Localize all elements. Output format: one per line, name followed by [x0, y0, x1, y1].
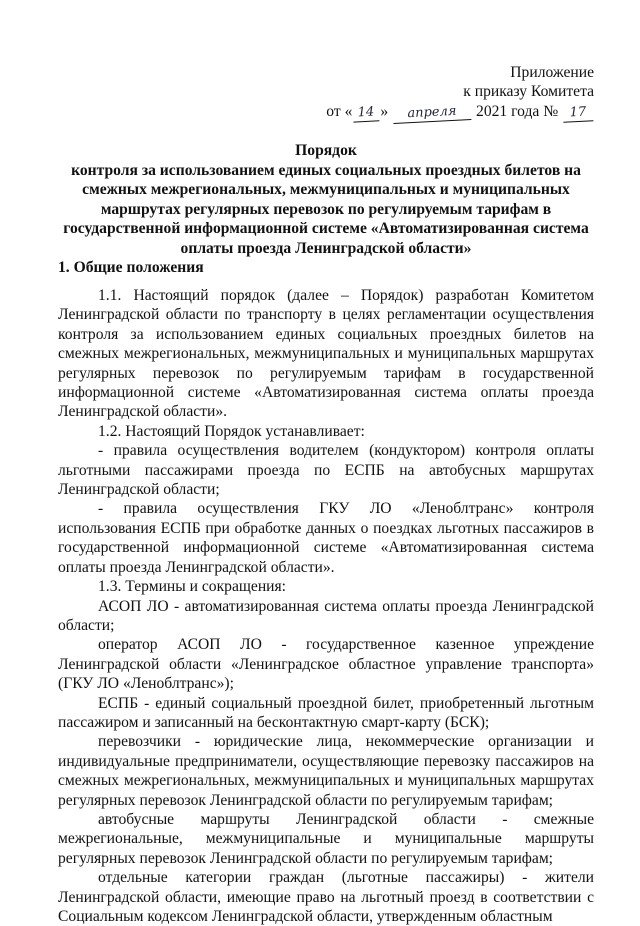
order-number-handwritten: 17 [563, 104, 594, 123]
term-operator: оператор АСОП ЛО - государственное казенное упреждение Ленинградской области «Ленинградское областное управление транспорта» (ГКУ ЛО «Леноблтранс»); [58, 636, 594, 693]
appendix-label: Приложение [510, 64, 594, 81]
appendix-date-line [294, 102, 594, 122]
date-day-handwritten: 14 [353, 104, 380, 122]
paragraph-1-3: 1.3. Термины и сокращения: [98, 578, 287, 596]
document-subtitle: контроля за использованием единых социальных проездных билетов на смежных межрегиональных, межмуниципальных и муниципальных маршрутах регулярных перевозок по регулируемым тарифам в государственной информационной системе «Автоматизированная система оплаты проезда Ленинградской области» [63, 161, 589, 257]
document-body [58, 286, 594, 926]
date-month-handwritten: апреля [393, 103, 472, 124]
list-item-lenobltrans-control: - правила осуществления ГКУ ЛО «Леноблтранс» контроля использования ЕСПБ при обработке данных о поездках льготных пассажиров в государственной информационной системе «Автоматизированная система оплаты проезда Ленинградской области». [58, 500, 594, 576]
appendix-block [294, 63, 594, 122]
term-espb: ЕСПБ - единый социальный проездной билет, приобретенный льготным пассажиром и записанный на бесконтактную смарт-карту (БСК); [58, 694, 594, 731]
section-title: 1. Общие положения [58, 259, 204, 276]
document-heading [56, 141, 596, 259]
term-carriers: перевозчики - юридические лица, некоммерческие организации и индивидуальные предприниматели, осуществляющие перевозку пассажиров на смежных межрегиональных, межмуниципальных и муниципальных маршрутах регулярных перевозок Ленинградской области по регулируемым тарифам; [58, 733, 594, 809]
list-item-driver-control: - правила осуществления водителем (кондуктором) контроля оплаты льготными пассажирами проезда по ЕСПБ на автобусных маршрутах Ленинградской области; [58, 442, 594, 499]
date-year: 2021 года № [476, 102, 559, 120]
appendix-order-ref: к приказу Комитета [463, 83, 594, 101]
term-citizen-categories: отдельные категории граждан (льготные пассажиры) - жители Ленинградской области, имеющие право на льготный проезд в соответствии с Социальным кодексом Ленинградской области, утвержденным областным [58, 869, 594, 925]
term-bus-routes: автобусные маршруты Ленинградской области - смежные межрегиональные, межмуниципальные и муниципальные маршруты регулярных перевозок Ленинградской области по регулируемым тарифам; [58, 810, 594, 867]
term-asop: АСОП ЛО - автоматизированная система оплаты проезда Ленинградской области; [58, 597, 594, 634]
date-prefix: от « [326, 102, 353, 120]
date-mid: » [380, 102, 389, 120]
paragraph-1-2: 1.2. Настоящий Порядок устанавливает: [98, 422, 365, 440]
paragraph-1-1: 1.1. Настоящий порядок (далее – Порядок) разработан Комитетом Ленинградской области по транспорту в целях регламентации осуществления контроля за использованием единых социальных проездных билетов на смежных межрегиональных, межмуниципальных и муниципальных маршрутах регулярных перевозок по регулируемым тарифам в государственной информационной системе «Автоматизированная система оплаты проезда Ленинградской области». [58, 287, 594, 421]
document-title: Порядок [295, 142, 357, 159]
